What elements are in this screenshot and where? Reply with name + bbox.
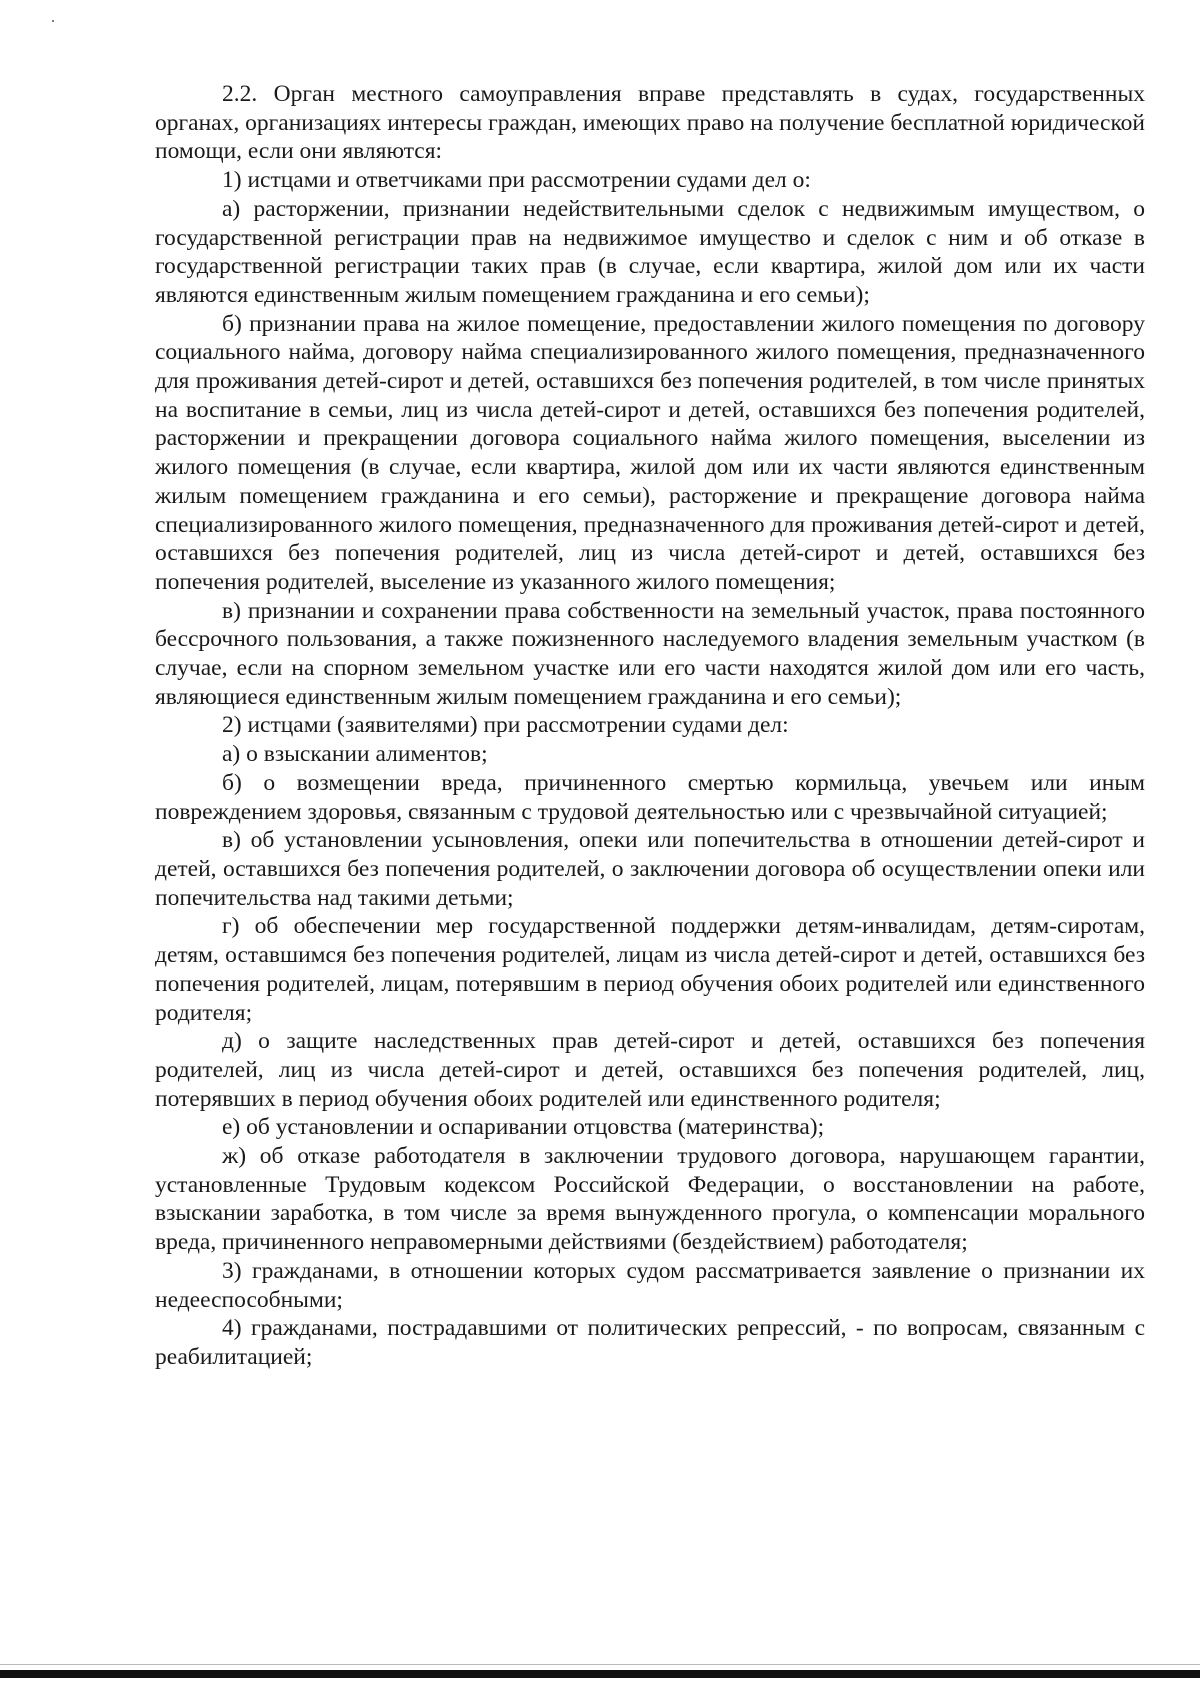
paragraph-item-1b: б) признании права на жилое помещение, предоставлении жилого помещения по договору социального найма, договору найма специализированного жилого помещения, предназначенного для проживания детей-сирот и детей, оставшихся без попечения родителей, в том числе принятых на воспитание в семьи, лиц из числа детей-сирот и детей, оставшихся без попечения родителей, расторжении и прекращении договора социального найма жилого помещения, выселении из жилого помещения (в случае, если квартира, жилой дом или их части являются единственным жилым помещением гражданина и его семьи), расторжение и прекращение договора найма специализированного жилого помещения, предназначенного для проживания детей-сирот и детей, оставшихся без попечения родителей, лиц из числа детей-сирот и детей, оставшихся без попечения родителей, выселение из указанного жилого помещения; — [155, 310, 1145, 595]
paragraph-item-2: 2) истцами (заявителями) при рассмотрении судами дел: — [222, 712, 789, 739]
paragraph-item-2v: в) об установлении усыновления, опеки или попечительства в отношении детей-сирот и детей, оставшихся без попечения родителей, о заключении договора об осуществлении опеки или попечительства над такими детьми; — [155, 827, 1145, 911]
paragraph-item-1v: в) признании и сохранении права собственности на земельный участок, права постоянного бессрочного пользования, а также пожизненного наследуемого владения земельным участком (в случае, если на спорном земельном участке или его части находятся жилой дом или его часть, являющиеся единственным жилым помещением гражданина и его семьи); — [155, 597, 1145, 710]
paragraph-item-2d: д) о защите наследственных прав детей-сирот и детей, оставшихся без попечения родителей, лиц из числа детей-сирот и детей, оставшихся без попечения родителей, лиц, потерявших в период обучения обоих родителей или единственного родителя; — [155, 1028, 1145, 1112]
paragraph-item-2g: г) об обеспечении мер государственной поддержки детям-инвалидам, детям-сиротам, детям, оставшимся без попечения родителей, лицам из числа детей-сирот и детей, оставшихся без попечения родителей, лицам, потерявшим в период обучения обоих родителей или единственного родителя; — [155, 913, 1145, 1026]
paragraph-item-2zh: ж) об отказе работодателя в заключении трудового договора, нарушающем гарантии, установленные Трудовым кодексом Российской Федерации, о восстановлении на работе, взыскании заработка, в том числе за время вынужденного прогула, о компенсации морального вреда, причиненного неправомерными действиями (бездействием) работодателя; — [155, 1143, 1145, 1256]
paragraph-item-1: 1) истцами и ответчиками при рассмотрении судами дел о: — [222, 167, 811, 194]
scan-bottom-edge — [0, 1670, 1200, 1678]
paragraph-item-2e: е) об установлении и оспаривании отцовства (материнства); — [222, 1114, 825, 1141]
paragraph-item-4: 4) гражданами, пострадавшими от политических репрессий, - по вопросам, связанным с реабилитацией; — [155, 1315, 1145, 1370]
paragraph-item-2a: а) о взыскании алиментов; — [222, 741, 488, 768]
paragraph-item-2b: б) о возмещении вреда, причиненного смертью кормильца, увечьем или иным повреждением здоровья, связанным с трудовой деятельностью или с чрезвычайной ситуацией; — [155, 769, 1145, 825]
paragraph-item-1a: а) расторжении, признании недействительными сделок с недвижимым имуществом, о государственной регистрации прав на недвижимое имущество и сделок с ним и об отказе в государственной регистрации таких прав (в случае, если квартира, жилой дом или их части являются единственным жилым помещением гражданина и его семьи); — [155, 195, 1145, 308]
scan-speck — [52, 20, 54, 22]
paragraph-item-3: 3) гражданами, в отношении которых судом рассматривается заявление о признании их недееспособными; — [155, 1257, 1145, 1313]
document-body — [155, 80, 1145, 1372]
scan-edge-line — [0, 1664, 1200, 1665]
paragraph-2-2: 2.2. Орган местного самоуправления вправе представлять в судах, государственных органах, организациях интересы граждан, имеющих право на получение бесплатной юридической помощи, если они являются: — [155, 81, 1145, 165]
